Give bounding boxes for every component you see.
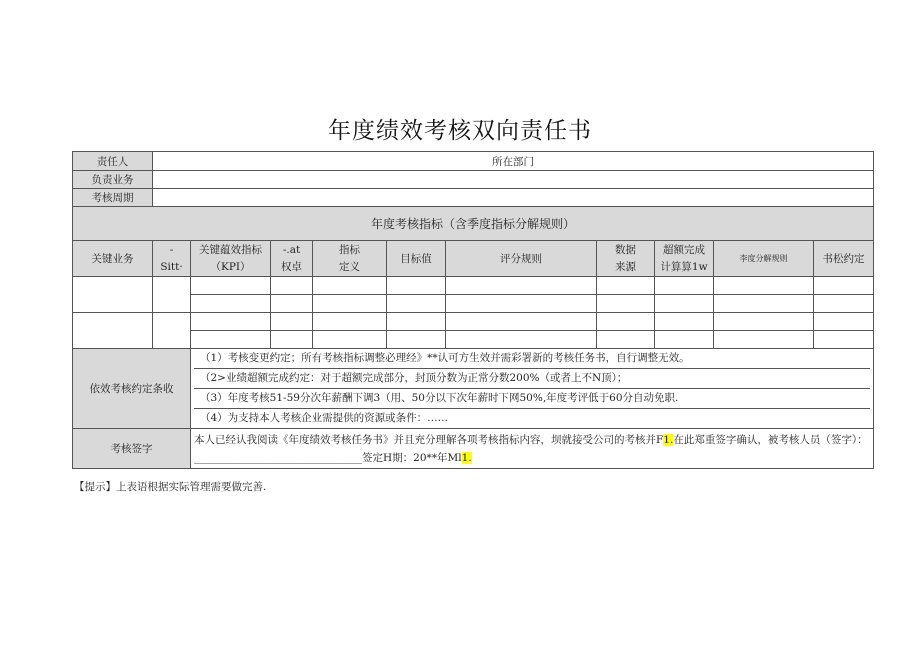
cell-c2-2[interactable] (153, 313, 191, 349)
col-source-line1: 数据 (615, 243, 636, 256)
table-cell[interactable] (655, 277, 714, 295)
table-cell[interactable] (271, 313, 313, 331)
clause-item: （3）年度考核51-59分次年薪酬下调3（用、50分以下次年薪时下网50%,年度考评低于60分自动免职. (194, 389, 870, 409)
cell-key-business-2[interactable] (73, 313, 153, 349)
table-cell[interactable] (313, 295, 387, 313)
table-cell[interactable] (387, 295, 446, 313)
table-cell[interactable] (446, 313, 597, 331)
label-period: 考核周期 (73, 189, 153, 207)
label-business: 负责业务 (73, 171, 153, 189)
table-cell[interactable] (597, 313, 655, 331)
col-source-line2: 来源 (615, 260, 636, 273)
cell-c2-1[interactable] (153, 277, 191, 313)
table-cell[interactable] (814, 277, 874, 295)
table-cell[interactable] (313, 313, 387, 331)
col-source (597, 241, 655, 277)
clauses-label: 依效考核约定条收 (73, 349, 191, 429)
table-cell[interactable] (191, 277, 271, 295)
table-cell[interactable] (271, 331, 313, 349)
table-cell[interactable] (313, 331, 387, 349)
responsibility-form-table (72, 151, 874, 469)
signature-label: 考核签字 (73, 429, 191, 469)
col-key-business: 关键业务 (73, 241, 153, 277)
highlight-mark: 1. (461, 451, 472, 464)
table-cell[interactable] (814, 331, 874, 349)
table-cell[interactable] (714, 313, 814, 331)
table-cell[interactable] (387, 331, 446, 349)
table-cell[interactable] (714, 331, 814, 349)
col-2 (153, 241, 191, 277)
cell-key-business-1[interactable] (73, 277, 153, 313)
table-cell[interactable] (814, 313, 874, 331)
table-cell[interactable] (446, 295, 597, 313)
table-cell[interactable] (597, 295, 655, 313)
business-field[interactable] (153, 171, 874, 189)
col-def-line1: 指标 (339, 243, 360, 256)
table-cell[interactable] (597, 277, 655, 295)
table-cell[interactable] (814, 295, 874, 313)
col-def-line2: 定义 (339, 260, 360, 273)
col-over-line2: 计算算1w (660, 260, 708, 273)
table-cell[interactable] (714, 277, 814, 295)
col-2-line2: Sitt· (160, 260, 183, 273)
col-rules: 评分规则 (446, 241, 597, 277)
table-cell[interactable] (655, 331, 714, 349)
section-title: 年度考核指标（含季度指标分解规则） (73, 207, 874, 241)
table-row (73, 295, 874, 313)
table-cell[interactable] (271, 277, 313, 295)
clause-item: （4）为支持本人考核企业需提供的资源或条件：…… (200, 412, 449, 424)
table-cell[interactable] (313, 277, 387, 295)
signature-text-1: 本人已经认我阅读《年度绩效考核任务书》并且充分理解各项考核指标内容，坝就接受公司的考核并F (194, 433, 664, 446)
label-responsible: 责任人 (73, 152, 153, 171)
clauses-list (191, 349, 874, 429)
col-over (655, 241, 714, 277)
col-quarter: 李度分解规则 (714, 241, 814, 277)
table-cell[interactable] (446, 277, 597, 295)
col-target: 目标值 (387, 241, 446, 277)
table-cell[interactable] (597, 331, 655, 349)
table-cell[interactable] (655, 295, 714, 313)
table-cell[interactable] (191, 295, 271, 313)
table-cell[interactable] (387, 277, 446, 295)
col-over-line1: 超额完成 (663, 243, 705, 256)
table-row (73, 313, 874, 331)
table-row (73, 331, 874, 349)
col-kpi-line2: （KPI） (210, 260, 251, 273)
col-book: 书松约定 (814, 241, 874, 277)
footer-tip: 【提示】上表语根据实际管理需要做完善. (74, 481, 267, 493)
table-cell[interactable] (714, 295, 814, 313)
table-row (73, 277, 874, 295)
clause-item: （2>业绩超额完成约定：对于超额完成部分，封顶分数为正常分数200%（或者上不N顶）； (194, 369, 870, 389)
col-kpi (191, 241, 271, 277)
col-definition (313, 241, 387, 277)
table-cell[interactable] (655, 313, 714, 331)
signature-statement[interactable] (191, 429, 874, 469)
col-weight-line2: 权卓 (281, 260, 302, 273)
period-field[interactable] (153, 189, 874, 207)
signature-text-2: 在此郑重签字确认，被考核人员（签字）：________________________________签定H期：20**年Ml (194, 433, 868, 464)
col-weight (271, 241, 313, 277)
highlight-mark: 1. (663, 433, 674, 446)
col-2-line1: - (169, 243, 174, 256)
table-cell[interactable] (271, 295, 313, 313)
table-cell[interactable] (446, 331, 597, 349)
col-weight-line1: -.at (282, 243, 301, 256)
table-cell[interactable] (387, 313, 446, 331)
col-kpi-line1: 关键蕴效指标 (199, 243, 262, 256)
clause-item: （1）考核变更约定；所有考核指标调整必理经》**认可方生效并需彩署新的考核任务书，自行调整无效。 (194, 349, 870, 369)
table-cell[interactable] (191, 331, 271, 349)
document-title: 年度绩效考核双向责任书 (328, 118, 592, 144)
department-field[interactable]: 所在部门 (153, 152, 874, 171)
table-cell[interactable] (191, 313, 271, 331)
